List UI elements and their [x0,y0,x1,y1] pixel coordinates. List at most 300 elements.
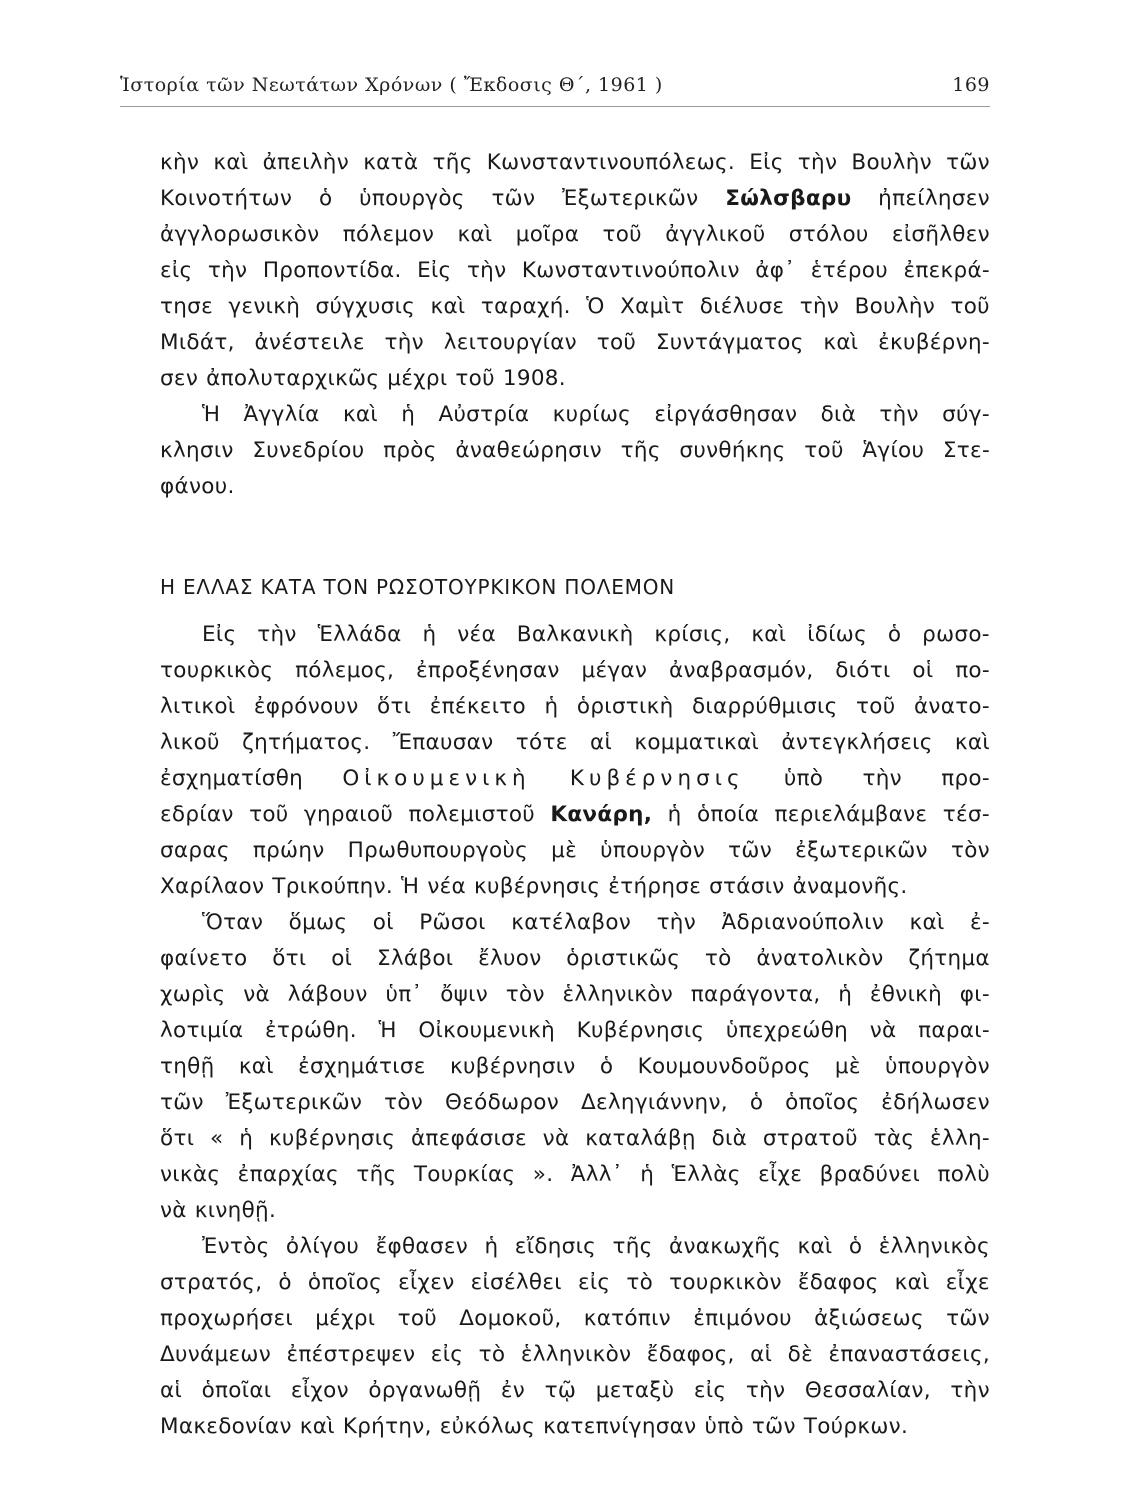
running-header [120,74,990,104]
word: ζήτημα [908,946,990,971]
word: Συνεδρίου [252,438,365,463]
word: τοῦ [455,366,495,391]
word: ἐπέκειτο [429,694,526,719]
word: κλησιν [160,438,234,463]
word: ἐπέστρεψεν [286,1342,416,1367]
word: Χαρίλαον [160,874,265,899]
word: ἀξιώσεως [814,1306,924,1331]
word: Εἰς [417,258,452,283]
word: ἀναβρασμόν, [669,658,814,683]
word: Δεληγιάννην, [580,1090,728,1115]
word: ὑπεχρεώθη [725,1018,849,1043]
word: εἰσέλθει [470,1270,562,1295]
word: τησε [160,294,214,319]
word: ὑπὸ [783,766,824,791]
word: Εἰς [749,150,784,175]
word: καὶ [238,1054,274,1079]
word: Οἰκουμενικὴ [418,1018,556,1043]
word: τουρκικὸς [160,658,274,683]
word: ὑπουργὸς [359,186,465,211]
word: κυβέρνησις [268,1126,396,1151]
word: ἐτήρησε [608,874,702,899]
word: πρὸς [383,438,437,463]
word: ὁποῖος [785,1090,860,1115]
word: Μιδάτ, [160,330,235,355]
word: νὰ [243,982,270,1007]
word: λικοῦ [160,730,220,755]
word: οἱ [912,658,934,683]
word: ἐπιμόνου [693,1306,792,1331]
text-line [160,689,990,725]
word: καὶ [823,330,859,355]
word: Συντάγματος [655,330,804,355]
word: λειτουργίαν [443,330,577,355]
word: τὴν [879,402,919,427]
word: πόλεμος, [295,658,395,683]
word: καταλάβῃ [585,1126,696,1151]
word: Ἑλλὰς [671,1162,741,1187]
text-line [160,1085,990,1121]
word: ὁ [887,622,902,647]
word: ἀπειλὴν [262,150,350,175]
word: μέχρι [315,1306,376,1331]
word: διέλυσε [699,294,785,319]
word: ἐπαναστάσεις, [828,1342,990,1367]
text-line [160,1193,990,1229]
word: τὴν [950,1378,990,1403]
word: προχωρήσει [160,1306,293,1331]
word: καὶ [457,222,493,247]
word: οἱ [372,910,394,935]
word: τὸν [950,838,990,863]
word: κατεπνίγησαν [543,1414,697,1439]
word: διὰ [711,1126,748,1151]
word: Ἔπαυσαν [392,730,494,755]
word: καὶ [751,622,787,647]
word: 1908. [502,366,566,391]
book-title: Ἱστορία τῶν Νεωτάτων Χρόνων ( Ἔκδοσις Θ΄, 1961 ) [120,74,663,96]
word: ταραχή. [480,294,571,319]
word: λάβουν [287,982,368,1007]
word: εἶχον [290,1378,349,1403]
word: ἡ [640,1162,655,1187]
word: ἀγγλορωσικὸν [160,222,320,247]
word: τὸν [384,1090,424,1115]
word: ἐπροξένησαν [415,658,560,683]
word: νέα [427,874,467,899]
word: καὶ [954,730,990,755]
word: ἔδαφος, [646,1342,735,1367]
word: τοῦ [397,1306,438,1331]
word: ἡ [401,402,416,427]
word: φαίνετο [160,946,248,971]
word: ». [532,1162,554,1187]
word: Ἀδριανούπολιν [721,910,885,935]
paragraph-4 [160,905,990,1229]
word: καὶ [894,1270,930,1295]
word: διαρρύθμισις [691,694,838,719]
word: τὴν [207,258,248,283]
word: προ- [941,766,990,791]
word: Βουλὴν [854,294,936,319]
word: φάνου. [160,474,235,499]
word: Μακεδονίαν [160,1414,292,1439]
word: κυβέρνησιν [449,1054,576,1079]
word: Κουμουνδοῦρος [637,1054,811,1079]
text-line [160,1301,990,1337]
word: καὶ [299,1414,335,1439]
word: Ἑλλάδα [317,622,402,647]
word: Στε- [942,438,990,463]
word: εδρίαν [160,802,234,827]
word: Ρῶσοι [419,910,486,935]
text-line [160,1013,990,1049]
word: τῶν [160,1090,204,1115]
word: πο- [955,658,990,683]
text-line [160,1409,990,1445]
word: καὶ [797,1234,833,1259]
word: ὀλίγου [285,1234,360,1259]
word: τοῦ [804,438,844,463]
word: Οἰκουμενικὴ [342,766,531,791]
word: τὴν [257,622,297,647]
word: ἐθνικὴ [869,982,943,1007]
word: τὴν [745,1378,786,1403]
word: ἐπαρχίας [237,1162,339,1187]
word: Κυβέρνησις [569,766,745,791]
word: στρατός, [160,1270,263,1295]
word: ἐ- [970,910,990,935]
word: στόλου [788,222,869,247]
word: γενικὴ [228,294,301,319]
word: Ὁ [586,294,605,319]
word: τὸ [478,1342,506,1367]
word: ἑλληνικὸς [878,1234,990,1259]
word: ἔδαφος [797,1270,879,1295]
word: τὴν [466,258,507,283]
word: ἔφθασεν [375,1234,469,1259]
header-rule [120,106,990,107]
word: νικὰς [160,1162,221,1187]
word: ὀργανωθῇ [368,1378,482,1403]
word: Ἡ [202,402,221,427]
text-line [160,325,990,361]
word: τέσ- [942,802,990,827]
word: ἡ [239,1126,254,1151]
word: μεταξὺ [595,1378,675,1403]
word: ὁποῖαι [201,1378,272,1403]
word: Κανάρη, [550,802,653,827]
word: μὲ [834,1054,861,1079]
word: καὶ [213,150,249,175]
word: ἐν [500,1378,526,1403]
word: τῶν [751,1414,796,1439]
text-line [160,433,990,469]
word: εἴδησις [514,1234,597,1259]
page-number: 169 [952,74,990,96]
word: Ἀγγλία [243,402,320,427]
word: ἀναθεώρησιν [455,438,602,463]
word: λιτικοὶ [160,694,236,719]
word: τῆς [356,1162,397,1187]
paragraph-1 [160,145,990,397]
word: Ἡ [378,1018,397,1043]
word: χωρὶς [160,982,226,1007]
word: ἀνατο- [913,694,990,719]
word: κρίσις, [654,622,731,647]
word: ἀνακωχῆς [668,1234,782,1259]
word: κινηθῇ. [194,1198,277,1223]
word: ὅτι [272,946,307,971]
word: τῆς [612,1234,653,1259]
text-line [160,1229,990,1265]
word: τοῦ [856,694,896,719]
word: αἱ [589,730,613,755]
word: ὅμως [288,910,348,935]
word: τὴν [656,910,697,935]
word: Κρήτην, [342,1414,432,1439]
word: εὐκόλως [439,1414,536,1439]
word: ἡ [667,802,682,827]
word: εἰς [693,1378,727,1403]
word: ἐσχημάτισε [298,1054,426,1079]
word: αἱ [160,1378,183,1403]
word: ἐπεκρά- [903,258,990,283]
word: ἡ [422,622,437,647]
text-line [160,181,990,217]
word: ἀνατολικὸν [756,946,884,971]
word: κατέλαβον [511,910,632,935]
word: Τρικούπην. [272,874,394,899]
word: ἀφ᾽ [755,258,796,283]
word: τὰς [873,1126,915,1151]
text-line [160,253,990,289]
word: ὄψιν [440,982,489,1007]
word: ὑπουργὸν [600,838,706,863]
word: στρατοῦ [762,1126,858,1151]
word: Ἐξωτερικῶν [225,1090,363,1115]
spacer [160,505,990,569]
word: σαρας [160,838,230,863]
word: ἐξωτερικῶν [795,838,928,863]
word: τῶν [491,186,536,211]
word: ὁ [848,1234,863,1259]
word: Τούρκων. [803,1414,909,1439]
word: ὑπὸ [704,1414,744,1439]
word: Κοινοτήτων [160,186,293,211]
word: εἰς [577,1270,611,1295]
section-heading: Η ΕΛΛΑΣ ΚΑΤΑ ΤΟΝ ΡΩΣΟΤΟΥΡΚΙΚΟΝ ΠΟΛΕΜΟΝ [160,575,676,599]
word: μέγαν [581,658,648,683]
word: περιελάμβανε [774,802,928,827]
word: γηραιοῦ [303,802,394,827]
word: τὴν [799,294,840,319]
word: κατόπιν [583,1306,671,1331]
word: ἀντεγκλήσεις [781,730,933,755]
word: Κυβέρνησις [576,1018,705,1043]
word: ὁποία [696,802,760,827]
word: εἶχε [758,1162,803,1187]
text-line [160,217,990,253]
text-line [160,1049,990,1085]
word: τοῦ [596,330,637,355]
word: φι- [959,982,990,1007]
word: ἑλληνικὸν [562,982,674,1007]
word: ὅτι [376,694,412,719]
word: τότε [515,730,568,755]
paragraph-3 [160,617,990,905]
word: τῷ [544,1378,577,1403]
word: Εἰς [202,622,237,647]
word: τῶν [946,1306,990,1331]
word: κομματικαὶ [634,730,760,755]
word: ὑπ᾽ [385,982,423,1007]
word: Τουρκίας [413,1162,516,1187]
word: τὴν [797,150,838,175]
word: Αὐστρία [438,402,530,427]
word: σύγ- [942,402,990,427]
text-line [160,977,990,1013]
word: εἰσῆλθεν [891,222,990,247]
text-line [160,797,990,833]
word: σύγχυσις [315,294,416,319]
word: ἀναμονῆς. [792,874,908,899]
text-line [160,869,990,905]
text-line [160,833,990,869]
paragraph-5 [160,1229,990,1445]
word: Κωνσταντινούπολιν [521,258,740,283]
word: νὰ [160,1198,187,1223]
word: Κωνσταντινουπόλεως. [486,150,736,175]
text-line [160,1157,990,1193]
word: ἀγγλικοῦ [665,222,766,247]
word: ὁ [749,1090,764,1115]
word: Σλάβοι [376,946,454,971]
text-line [160,469,990,505]
word: Πρωθυπουργοὺς [347,838,529,863]
word: ὁ [318,186,333,211]
body-text [160,145,990,1445]
word: ὁ [599,1054,614,1079]
word: ἑτέρου [810,258,888,283]
paragraph-2 [160,397,990,505]
text-line [160,145,990,181]
word: Ἡ [401,874,420,899]
word: ἐτρώθη. [264,1018,357,1043]
text-line [160,397,990,433]
word: λοτιμία [160,1018,244,1043]
word: ἐφρόνουν [253,694,359,719]
word: ὅτι [160,1126,195,1151]
word: καὶ [430,294,466,319]
word: τῆς [432,150,473,175]
word: ἠπείλησεν [878,186,990,211]
word: εἰς [430,1342,464,1367]
word: τοῦ [249,802,289,827]
word: νέα [457,622,496,647]
word: Δομοκοῦ, [459,1306,562,1331]
word: ἀπολυταρχικῶς [206,366,380,391]
word: καὶ [342,402,378,427]
word: Σώλσβαρυ [725,186,852,211]
word: Βαλκανικὴ [516,622,634,647]
word: τὴν [384,330,424,355]
word: ἔλυον [478,946,542,971]
word: σεν [160,366,199,391]
word: ὁριστικὴ [576,694,674,719]
word: ὑπουργὸν [885,1054,990,1079]
word: ὁ [278,1270,292,1295]
word: ἑλλη- [930,1126,990,1151]
text-line [160,1121,990,1157]
text-line [160,941,990,977]
spacer [160,605,990,617]
word: Ἀλλ᾽ [570,1162,623,1187]
word: τὸν [505,982,545,1007]
word: οἱ [331,946,353,971]
word: τουρκικὸν [669,1270,782,1295]
word: ἰδίως [807,622,868,647]
word: ἑλληνικὸν [520,1342,632,1367]
text-line [160,761,990,797]
word: Ἁγίου [862,438,925,463]
word: ἡ [484,1234,499,1259]
word: πολὺ [937,1162,990,1187]
word: διὰ [820,402,857,427]
word: τοῦ [602,222,642,247]
word: δὲ [787,1342,813,1367]
word: μέχρι [387,366,448,391]
word: στάσιν [709,874,785,899]
word: νὰ [869,1018,897,1043]
word: Θεόδωρον [445,1090,560,1115]
word: πόλεμον [342,222,435,247]
word: Ὅταν [202,910,264,935]
word: τηθῇ [160,1054,215,1079]
text-line [160,289,990,325]
word: τῶν [946,150,990,175]
word: Δυνάμεων [160,1342,272,1367]
word: Προποντίδα. [262,258,402,283]
word: ὁριστικῶς [566,946,681,971]
word: ἡ [544,694,559,719]
word: καὶ [909,910,945,935]
text-line [160,905,990,941]
word: συνθήκης [679,438,786,463]
text-line [160,1265,990,1301]
word: αἱ [750,1342,773,1367]
text-line [160,1373,990,1409]
word: εἰς [160,258,193,283]
word: ρωσο- [922,622,990,647]
word: ἐδήλωσεν [881,1090,990,1115]
word: ἀπεφάσισε [410,1126,527,1151]
word: παραι- [918,1018,990,1043]
word: μοῖρα [515,222,580,247]
word: ἐσχηματίσθη [160,766,304,791]
word: βραδύνει [819,1162,921,1187]
text-line [160,361,990,397]
word: νὰ [542,1126,570,1151]
word: εἰργάσθησαν [654,402,798,427]
word: πρώην [252,838,325,863]
word: Ἐξωτερικῶν [562,186,699,211]
word: Θεσσαλίαν, [804,1378,931,1403]
word: ἐκυβέρνη- [878,330,990,355]
word: διότι [835,658,891,683]
word: πολεμιστοῦ [408,802,536,827]
word: τὸ [626,1270,654,1295]
